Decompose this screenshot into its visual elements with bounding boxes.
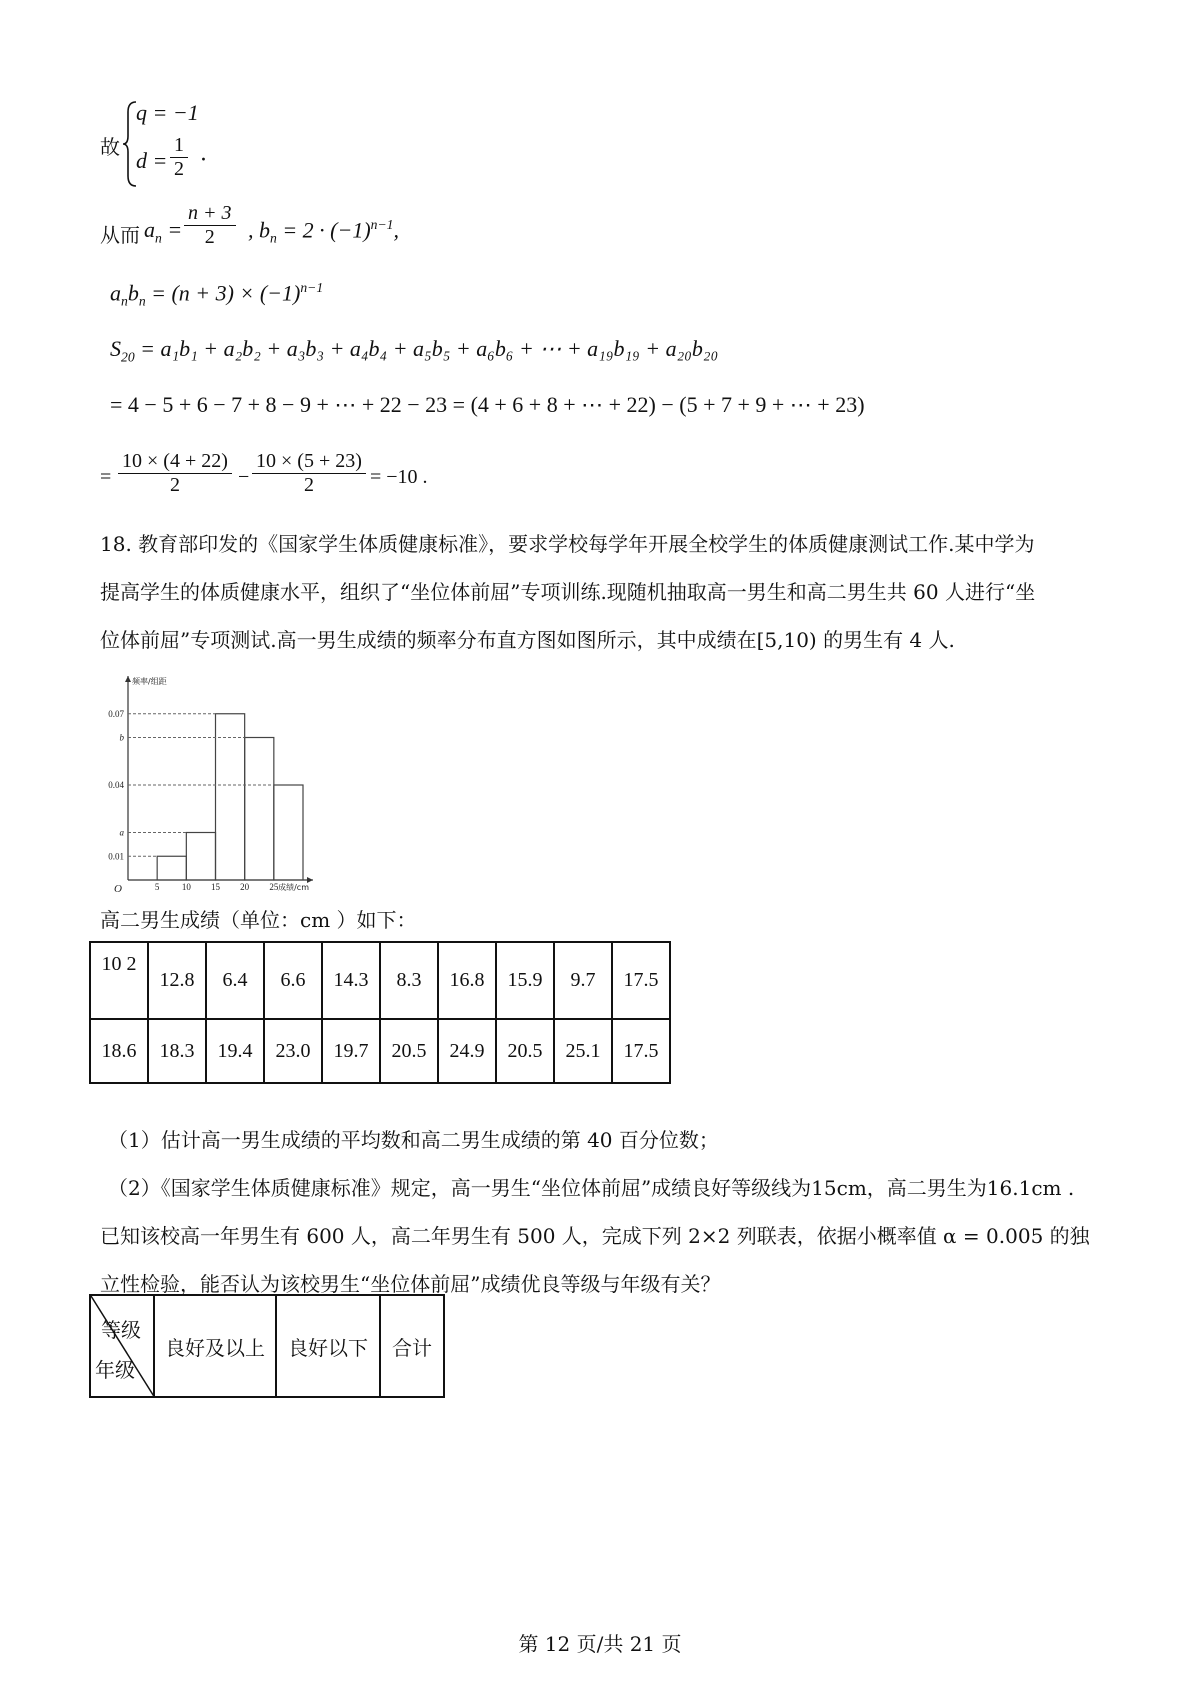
table-cell: 18.6 [90, 1019, 148, 1083]
y-tick-label: 0.07 [108, 708, 124, 719]
histogram-bar [245, 738, 274, 881]
table-row [90, 1295, 444, 1397]
sum-expansion-line: = 4 − 5 + 6 − 7 + 8 − 9 + ⋯ + 22 − 23 = (4 + 6 + 8 + ⋯ + 22) − (5 + 7 + 9 + ⋯ + 23) [110, 392, 865, 417]
table-cell: 18.3 [148, 1019, 206, 1083]
therefore-label: 故 [100, 135, 120, 159]
table-cell: 6.6 [264, 942, 322, 1019]
table-cell: 10 2 [90, 942, 148, 1019]
eq-d-num: 1 [170, 134, 188, 158]
table-cell: 19.4 [206, 1019, 264, 1083]
s20-rhs: a₁b₁ + a₂b₂ + a₃b₃ + a₄b₄ + a₅b₅ + a₆b₆ + ⋯ + a₁₉b₁₉ + a₂₀b₂₀ [160, 336, 719, 361]
frac-even [118, 450, 232, 497]
eq-sign: = [100, 466, 112, 488]
table-cell: 25.1 [554, 1019, 612, 1083]
an-frac [184, 202, 236, 249]
anbn-rhs: (n + 3) × (−1) [171, 280, 301, 306]
table-cell: 16.8 [438, 942, 496, 1019]
header-grade: 年级 [95, 1358, 135, 1382]
histogram-bar [186, 833, 215, 881]
histogram-bar [274, 785, 303, 880]
s20-line: $S_{20} = a_1b_1 + a_2b_2 + a_3b_3 + a_4b_4 + a_5b_5 + a_6b_6$ + ⋯ + a₁₉b₁₉ + a₂₀b₂₀ [110, 336, 719, 365]
y-tick-label: a [119, 827, 124, 838]
y-axis-arrow [125, 676, 131, 682]
table-row [90, 1019, 670, 1083]
table-row [90, 942, 670, 1019]
bn-rhs: = 2 · (−1) [282, 217, 371, 243]
table-cell: 14.3 [322, 942, 380, 1019]
table-cell: 23.0 [264, 1019, 322, 1083]
question-2-line3: 立性检验，能否认为该校男生“坐位体前屈”成绩优良等级与年级有关？ [100, 1272, 721, 1296]
minus-sign: − [238, 466, 250, 488]
table-cell: 6.4 [206, 942, 264, 1019]
result: = −10 . [370, 466, 428, 488]
eq-q: q = −1 [136, 100, 199, 125]
y-tick-label: b [119, 732, 124, 743]
page-footer: 第 12 页/共 21 页 [518, 1632, 682, 1656]
period: · [200, 148, 207, 173]
histogram-bar [216, 714, 245, 880]
hence-label: 从而 [100, 223, 140, 247]
table-cell: 20.5 [380, 1019, 438, 1083]
x-tick-label: 10 [181, 882, 191, 892]
question-2-line2: 已知该校高一年男生有 600 人，高二年男生有 500 人，完成下列 2×2 列联表，依据小概率值 α = 0.005 的独 [100, 1224, 1090, 1248]
question-2-line1: （2）《国家学生体质健康标准》规定，高一男生“坐位体前屈”成绩良好等级线为15cm，高二男生为16.1cm . [108, 1176, 1075, 1200]
origin-label: O [114, 883, 122, 894]
y-tick-label: 0.04 [108, 780, 124, 790]
col-header-total: 合计 [380, 1295, 444, 1397]
frac-odd-den: 2 [303, 474, 314, 496]
problem-18-line3: 位体前屈”专项测试.高一男生成绩的频率分布直方图如图所示，其中成绩在[5,10) 的男生有 4 人. [100, 628, 955, 652]
table-cell: 8.3 [380, 942, 438, 1019]
table-caption: 高二男生成绩（单位：cm ）如下： [100, 908, 417, 932]
table-cell: 15.9 [496, 942, 554, 1019]
x-tick-label: 25 [269, 882, 279, 892]
anbn-line: $a_nb_n = (n + 3) \times (-1)^{n-1}$ [110, 280, 324, 309]
col-header-below-good: 良好以下 [276, 1295, 380, 1397]
problem-18-line1: 18. 教育部印发的《国家学生体质健康标准》，要求学校每学年开展全校学生的体质健康测试工作.某中学为 [100, 532, 1035, 556]
table-cell: 12.8 [148, 942, 206, 1019]
table-cell: 9.7 [554, 942, 612, 1019]
bn-expr: , $b_n = 2 \cdot (-1)^{n-1}$, [248, 217, 399, 246]
table-cell: 17.5 [612, 942, 670, 1019]
eq-d-frac [170, 134, 188, 181]
x-tick-label: 20 [240, 882, 250, 892]
eq-d-lhs: d = [136, 148, 168, 173]
an-symbol: $a_n$ = [144, 217, 183, 246]
sum-result-line [100, 450, 500, 510]
table-cell: 19.7 [322, 1019, 380, 1083]
frequency-histogram [100, 672, 320, 894]
x-axis-label: 成绩/cm [278, 883, 309, 892]
diagonal-header-cell [90, 1295, 154, 1397]
header-level: 等级 [101, 1318, 141, 1342]
an-den: 2 [204, 226, 215, 248]
contingency-table [89, 1294, 445, 1398]
y-axis-label: 频率/组距 [132, 677, 167, 686]
an-num: n + 3 [184, 202, 236, 226]
histogram-bar [157, 856, 186, 880]
table-cell: 24.9 [438, 1019, 496, 1083]
an-bn-line [100, 202, 500, 262]
question-1: （1）估计高一男生成绩的平均数和高二男生成绩的第 40 百分位数； [108, 1128, 719, 1152]
x-tick-label: 15 [211, 882, 220, 892]
y-tick-label: 0.01 [108, 851, 124, 862]
frac-even-num: 10 × (4 + 22) [118, 450, 232, 474]
frac-odd [252, 450, 366, 497]
system-of-equations [100, 98, 240, 190]
frac-even-den: 2 [169, 474, 180, 496]
frac-odd-num: 10 × (5 + 23) [252, 450, 366, 474]
table-cell: 20.5 [496, 1019, 554, 1083]
col-header-good-above: 良好及以上 [154, 1295, 276, 1397]
x-tick-label: 5 [154, 882, 160, 892]
an-letter: a [144, 217, 155, 242]
problem-18-line2: 提高学生的体质健康水平，组织了“坐位体前屈”专项训练.现随机抽取高一男生和高二男生共 60 人进行“坐 [100, 580, 1036, 604]
grade2-scores-table [89, 941, 671, 1084]
eq-d-den: 2 [174, 158, 184, 180]
table-cell: 17.5 [612, 1019, 670, 1083]
